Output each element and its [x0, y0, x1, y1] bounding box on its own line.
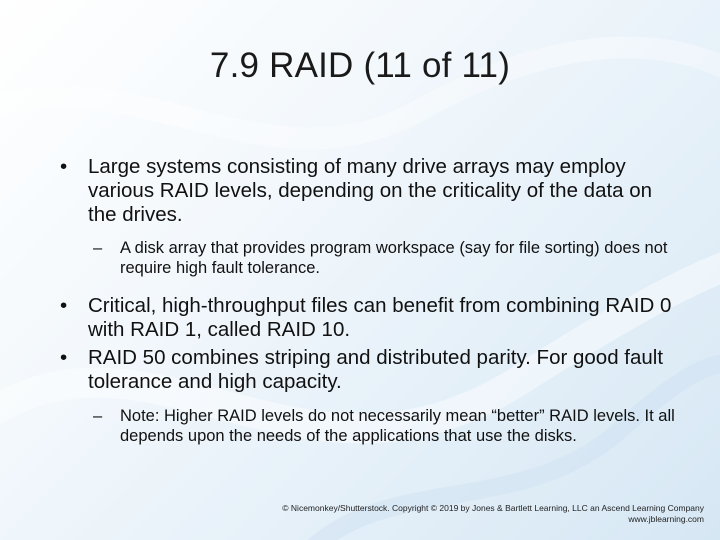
bullet-marker: • — [60, 346, 68, 369]
bullet-text: Large systems consisting of many drive arrays may employ various RAID levels, depending on the criticality of the data on the drives. — [88, 155, 653, 226]
sub-item-text: Note: Higher RAID levels do not necessarily mean “better” RAID levels. It all depends upon the needs of the applications that use the disks. — [120, 407, 675, 445]
bullet-item-3 — [60, 346, 680, 394]
bullet-item-2 — [60, 294, 680, 342]
bullet-marker: • — [60, 155, 68, 178]
dash-marker: – — [93, 239, 103, 257]
copyright-text: © Nicemonkey/Shutterstock. Copyright © 2019 by Jones & Bartlett Learning, LLC an Ascend Learning Company — [282, 503, 704, 513]
sub-item-2 — [93, 406, 680, 446]
dash-marker: – — [93, 407, 103, 425]
website-link[interactable]: www.jblearning.com — [628, 514, 704, 524]
copyright-footer — [282, 503, 704, 525]
sub-item-1 — [93, 238, 680, 278]
bullet-text: RAID 50 combines striping and distributed parity. For good fault tolerance and high capacity. — [88, 346, 664, 393]
sub-item-text: A disk array that provides program workspace (say for file sorting) does not require high fault tolerance. — [120, 239, 668, 277]
bullet-text: Critical, high-throughput files can benefit from combining RAID 0 with RAID 1, called RAID 10. — [88, 294, 672, 341]
slide-body — [60, 155, 680, 446]
bullet-marker: • — [60, 294, 68, 317]
bullet-item-1 — [60, 155, 680, 227]
slide-title: 7.9 RAID (11 of 11) — [209, 46, 511, 85]
